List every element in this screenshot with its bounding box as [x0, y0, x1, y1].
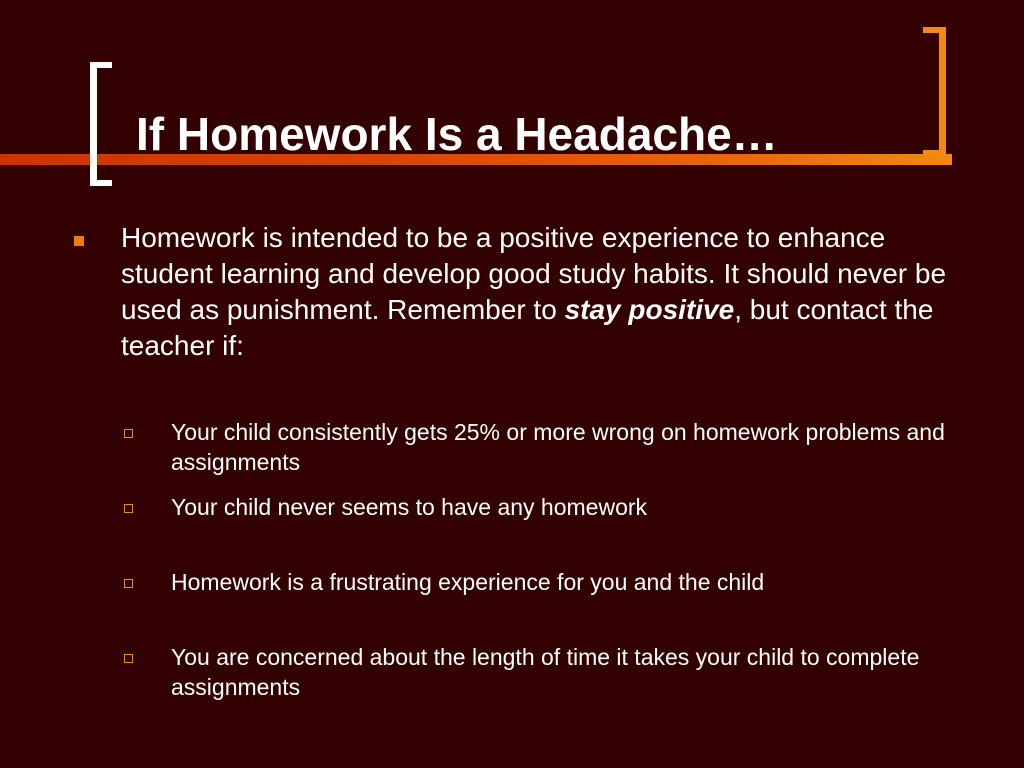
sub-bullet-list — [121, 417, 981, 717]
sub-bullet-text: Homework is a frustrating experience for you and the child — [171, 569, 765, 595]
sub-bullet-item — [121, 567, 981, 597]
hollow-square-bullet-icon — [124, 654, 133, 663]
hollow-square-bullet-icon — [124, 579, 133, 588]
main-text-intro: Homework is intended to be a positive experience to enhance student learning and develop good study habits. It should never be used as punishment. Remember to — [121, 222, 947, 325]
hollow-square-bullet-icon — [124, 429, 133, 438]
main-text-emphasis: stay positive — [564, 294, 735, 325]
main-bullet-text — [121, 220, 981, 364]
sub-bullet-item — [121, 492, 981, 522]
sub-bullet-text: You are concerned about the length of time it takes your child to complete assignments — [171, 644, 920, 700]
square-bullet-icon — [74, 236, 84, 246]
sub-bullet-item — [121, 642, 981, 702]
slide-title: If Homework Is a Headache… — [136, 108, 778, 160]
main-text-ending: , but contact the teacher if: — [121, 294, 934, 361]
sub-bullet-text: Your child consistently gets 25% or more wrong on homework problems and assignments — [171, 419, 945, 475]
hollow-square-bullet-icon — [124, 504, 133, 513]
right-bracket-decoration — [923, 27, 946, 156]
sub-bullet-item — [121, 417, 981, 477]
sub-bullet-text: Your child never seems to have any homework — [171, 494, 648, 520]
left-bracket-decoration — [90, 62, 112, 186]
